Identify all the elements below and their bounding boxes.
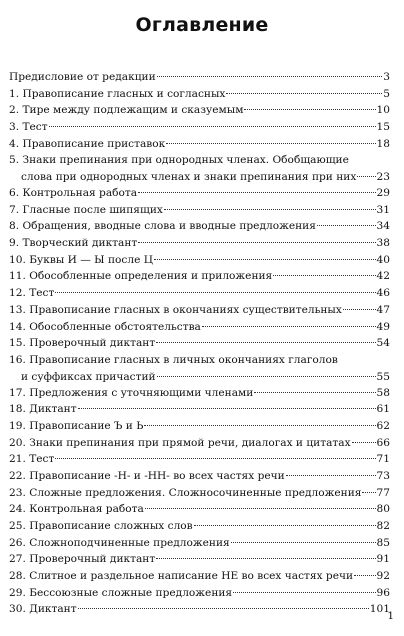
toc-entry <box>9 501 390 518</box>
toc-entry-row <box>9 485 390 502</box>
toc-entry-title: 22. Правописание -Н- и -НН- во всех частях речи <box>9 469 285 482</box>
toc-entry <box>9 551 390 568</box>
toc-entry-title: 24. Контрольная работа <box>9 503 144 516</box>
toc-entry-row <box>9 235 390 252</box>
toc-entry-page: 15 <box>376 121 390 134</box>
toc-entry-title: 10. Буквы И — Ы после Ц <box>9 253 153 266</box>
dot-leader <box>157 76 383 77</box>
dot-leader <box>49 126 376 127</box>
toc-entry <box>9 218 390 235</box>
toc-entry-page: 34 <box>376 220 390 233</box>
toc-entry-row <box>9 385 390 402</box>
toc-entry-page: 91 <box>376 553 390 566</box>
toc-entry <box>9 568 390 585</box>
dot-leader <box>138 192 375 193</box>
dot-leader <box>226 93 382 94</box>
toc-entry-title: Предисловие от редакции <box>9 71 156 83</box>
toc-entry <box>9 202 390 219</box>
toc-entry <box>9 152 390 185</box>
toc-entry-row <box>9 568 390 585</box>
dot-leader <box>166 143 375 144</box>
toc-entry-row <box>9 585 390 602</box>
toc-entry-title: 13. Правописание гласных в окончаниях существительных <box>9 303 342 316</box>
toc-entry-page: 23 <box>376 171 390 184</box>
dot-leader <box>194 525 376 526</box>
toc-entry <box>9 268 390 285</box>
toc-entry-title: 11. Обособленные определения и приложения <box>9 270 273 283</box>
toc-entry-title: 6. Контрольная работа <box>9 187 138 200</box>
dot-leader <box>78 608 369 609</box>
toc-entry-title: 20. Знаки препинания при прямой речи, диалогах и цитатах <box>9 436 351 449</box>
toc-entry <box>9 69 390 86</box>
dot-leader <box>156 558 375 559</box>
toc-entry-row <box>9 136 390 153</box>
toc-entry-row <box>9 218 390 235</box>
toc-entry-row <box>9 285 390 302</box>
toc-entry <box>9 119 390 136</box>
toc-entry <box>9 352 390 385</box>
toc-entry-row <box>9 435 390 452</box>
toc-entry <box>9 235 390 252</box>
toc-entry-page: 55 <box>376 370 390 383</box>
toc-entry-row <box>9 202 390 219</box>
toc-entry-row <box>9 169 390 186</box>
toc-entry-title: 23. Сложные предложения. Сложносочиненные предложения <box>9 486 362 499</box>
dot-leader <box>78 408 376 409</box>
toc-entry <box>9 285 390 302</box>
dot-leader <box>138 242 375 243</box>
dot-leader <box>144 425 375 426</box>
toc-entry-row <box>9 601 390 618</box>
toc-entry <box>9 102 390 119</box>
dot-leader <box>154 259 376 260</box>
page-number: 1 <box>387 610 394 622</box>
toc-entry-title: 27. Проверочный диктант <box>9 553 156 566</box>
toc-entry <box>9 252 390 269</box>
toc-entry-page: 73 <box>376 469 390 482</box>
toc-entry-page: 92 <box>376 570 390 583</box>
dot-leader <box>231 542 376 543</box>
toc-entry-row <box>9 451 390 468</box>
dot-leader <box>354 575 375 576</box>
toc-entry <box>9 335 390 352</box>
toc-entry <box>9 518 390 535</box>
toc-entry-title: 5. Знаки препинания при однородных членах. Обобщающие <box>9 154 349 167</box>
dot-leader <box>286 475 376 476</box>
dot-leader <box>233 592 375 593</box>
toc-entry <box>9 385 390 402</box>
toc-entry-title: 16. Правописание гласных в личных окончаниях глаголов <box>9 353 338 366</box>
toc-entry <box>9 601 390 618</box>
toc-entry-title: 9. Творческий диктант <box>9 237 138 250</box>
toc-entry-page: 3 <box>383 71 390 83</box>
toc-entry <box>9 86 390 103</box>
toc-entry-page: 80 <box>376 503 390 516</box>
toc-entry-row <box>9 252 390 269</box>
toc-entry-title: 29. Бессоюзные сложные предложения <box>9 586 233 599</box>
dot-leader <box>157 376 376 377</box>
toc-entry-page: 5 <box>383 87 390 100</box>
toc-entry-row <box>9 185 390 202</box>
dot-leader <box>55 292 375 293</box>
toc-entry-title: 8. Обращения, вводные слова и вводные предложения <box>9 220 316 233</box>
toc-entry-row <box>9 335 390 352</box>
toc-entry-row <box>9 551 390 568</box>
toc-entry <box>9 302 390 319</box>
toc-entry-title: 15. Проверочный диктант <box>9 337 156 350</box>
toc-entry-row <box>9 268 390 285</box>
table-of-contents <box>9 69 390 618</box>
toc-entry <box>9 451 390 468</box>
dot-leader <box>362 492 375 493</box>
toc-entry-row <box>9 369 390 386</box>
dot-leader <box>352 442 376 443</box>
toc-entry <box>9 185 390 202</box>
toc-entry-page: 71 <box>376 453 390 466</box>
toc-entry-title: 17. Предложения с уточняющими членами <box>9 386 254 399</box>
toc-entry-row <box>9 535 390 552</box>
toc-entry <box>9 435 390 452</box>
toc-entry-page: 58 <box>376 386 390 399</box>
toc-entry-title: 26. Сложноподчиненные предложения <box>9 536 230 549</box>
toc-entry-title: 7. Гласные после шипящих <box>9 203 163 216</box>
toc-entry-title: 18. Диктант <box>9 403 77 416</box>
toc-entry-row <box>9 401 390 418</box>
toc-entry-page: 101 <box>369 603 390 616</box>
toc-entry-title: 2. Тире между подлежащим и сказуемым <box>9 104 244 117</box>
toc-entry-row <box>9 468 390 485</box>
toc-entry <box>9 468 390 485</box>
toc-entry-page: 96 <box>376 586 390 599</box>
toc-entry <box>9 136 390 153</box>
toc-entry <box>9 535 390 552</box>
toc-entry-title-continuation: слова при однородных членах и знаки препинания при них <box>21 171 357 184</box>
toc-entry-row <box>9 418 390 435</box>
dot-leader <box>164 209 376 210</box>
toc-entry-title-continuation: и суффиксах причастий <box>21 370 156 383</box>
toc-entry-title: 4. Правописание приставок <box>9 137 166 150</box>
toc-entry-row <box>9 501 390 518</box>
toc-entry <box>9 401 390 418</box>
toc-entry <box>9 418 390 435</box>
toc-entry-page: 47 <box>376 303 390 316</box>
toc-entry-title: 12. Тест <box>9 287 55 300</box>
toc-entry-page: 29 <box>376 187 390 200</box>
toc-entry-row <box>9 319 390 336</box>
toc-entry-row <box>9 302 390 319</box>
toc-entry <box>9 485 390 502</box>
toc-entry-page: 10 <box>376 104 390 117</box>
toc-entry-page: 62 <box>376 419 390 432</box>
dot-leader <box>273 275 375 276</box>
toc-entry-page: 54 <box>376 337 390 350</box>
toc-entry-row <box>9 69 390 86</box>
toc-entry <box>9 319 390 336</box>
toc-entry-page: 66 <box>376 436 390 449</box>
toc-entry-page: 42 <box>376 270 390 283</box>
toc-entry-page: 82 <box>376 520 390 532</box>
toc-entry-title: 14. Обособленные обстоятельства <box>9 320 201 333</box>
toc-entry <box>9 585 390 602</box>
page-title: Оглавление <box>135 14 269 36</box>
toc-entry-page: 85 <box>376 536 390 549</box>
toc-entry-page: 61 <box>376 403 390 416</box>
toc-entry-title: 3. Тест <box>9 121 48 134</box>
dot-leader <box>254 392 375 393</box>
toc-entry-page: 77 <box>376 486 390 499</box>
toc-entry-row <box>9 102 390 119</box>
dot-leader <box>244 109 375 110</box>
toc-entry-title: 30. Диктант <box>9 603 77 616</box>
toc-entry-row <box>9 86 390 103</box>
dot-leader <box>145 508 376 509</box>
toc-entry-page: 31 <box>376 203 390 216</box>
dot-leader <box>343 309 376 310</box>
toc-entry-page: 49 <box>376 320 390 333</box>
toc-entry-title: 1. Правописание гласных и согласных <box>9 87 226 100</box>
toc-entry-page: 40 <box>376 253 390 266</box>
dot-leader <box>357 176 375 177</box>
toc-entry-row <box>9 119 390 136</box>
toc-entry-title: 25. Правописание сложных слов <box>9 520 193 532</box>
toc-entry-page: 46 <box>376 287 390 300</box>
dot-leader <box>55 458 375 459</box>
dot-leader <box>202 326 376 327</box>
toc-entry-title: 28. Слитное и раздельное написание НЕ во всех частях речи <box>9 570 354 583</box>
toc-entry-title: 19. Правописание Ъ и Ь <box>9 419 144 432</box>
dot-leader <box>156 342 375 343</box>
toc-entry-page: 38 <box>376 237 390 250</box>
dot-leader <box>317 225 376 226</box>
toc-entry-page: 18 <box>376 137 390 150</box>
toc-entry-row <box>9 518 390 535</box>
toc-entry-title: 21. Тест <box>9 453 55 466</box>
